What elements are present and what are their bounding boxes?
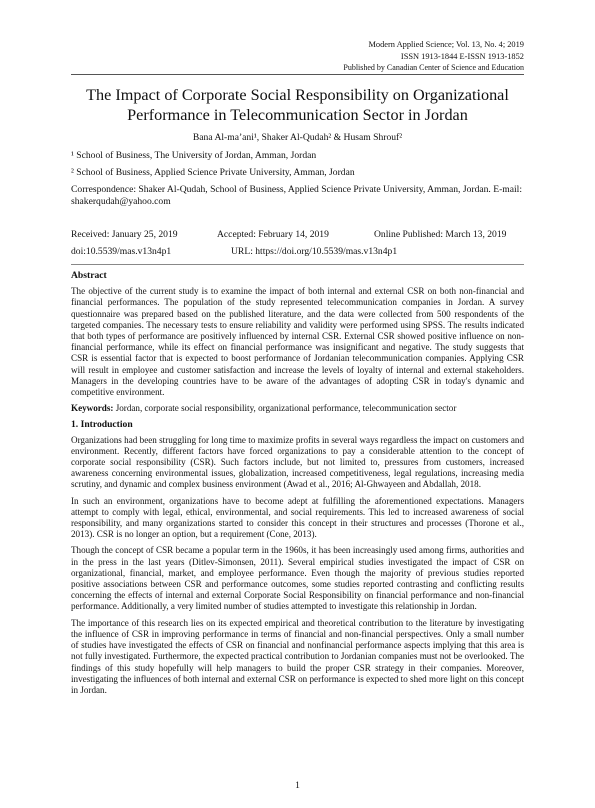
introduction-heading: 1. Introduction bbox=[71, 419, 133, 431]
affiliation-2: ² School of Business, Applied Science Private University, Amman, Jordan bbox=[71, 167, 355, 178]
paper-title bbox=[71, 85, 524, 125]
title-line-2: Performance in Telecommunication Sector in Jordan bbox=[127, 106, 468, 124]
online-date: Online Published: March 13, 2019 bbox=[374, 229, 507, 240]
abstract-heading: Abstract bbox=[71, 270, 107, 281]
accepted-date: Accepted: February 14, 2019 bbox=[217, 229, 329, 240]
received-date: Received: January 25, 2019 bbox=[71, 229, 178, 240]
keywords bbox=[71, 403, 524, 414]
abstract-divider bbox=[71, 264, 524, 265]
keywords-label: Keywords: bbox=[71, 403, 114, 414]
intro-paragraph-3: Though the concept of CSR became a popular term in the 1960s, it has been increasingly used among firms, authorities and in the press in the last years (Ditlev-Simonsen, 2011). Several empirical studies investigated the impact of CSR on organizational, financial, market, and employee performance. Even though the majority of previous studies reported positive associations between CSR and performance outcomes, some studies reported contrasting and conflicting results concerning the effects of internal and external Corporate Social Responsibility on financial performance and non-financial performance. Additionally, a very limited number of studies attempted to investigate this relationship in Jordan. bbox=[71, 545, 524, 612]
author-list: Bana Al-ma’ani¹, Shaker Al-Qudah² & Husam Shrouf² bbox=[192, 132, 403, 143]
header-rule bbox=[71, 74, 524, 75]
keywords-text: Jordan, corporate social responsibility, organizational performance, telecommunication sector bbox=[115, 403, 457, 414]
publisher-line: Published by Canadian Center of Science and Education bbox=[343, 63, 524, 72]
article-body bbox=[71, 270, 524, 701]
abstract-text: The objective of the current study is to examine the impact of both internal and external CSR on both non-financial and financial performances. The population of the study represented telecommunication companies in Jordan. A survey questionnaire was prepared based on the published literature, and the data were collected from 500 respondents of the targeted companies. The necessary tests to ensure reliability and validity were performed using SPSS. The results indicated that both types of performance are positively influenced by internal CSR. External CSR showed positive influence on non-financial performance, while its effect on financial performance was insignificant and negative. The study suggests that CSR is essential factor that is expected to boost performance of Jordanian telecommunication companies. Applying CSR will result in employee and customer satisfaction and increase the levels of loyalty of internal and external stakeholders. Managers in the developing countries have to be aware of the advantages of adopting CSR in today's dynamic and competitive environment. bbox=[71, 286, 524, 398]
journal-citation: Modern Applied Science; Vol. 13, No. 4; 2019 bbox=[368, 40, 524, 49]
intro-paragraph-4: The importance of this research lies on its expected empirical and theoretical contribution to the literature by investigating the influence of CSR in improving performance in terms of financial and non-financial perspectives. Only a small number of studies have investigated the effects of CSR on financial and nonfinancial performance aspects implying that this area is not fully investigated. Furthermore, the expected practical contribution to Jordanian companies must not be overlooked. The findings of this study hopefully will help managers to build the proper CSR strategy in their companies. Moreover, investigating the influences of both internal and external CSR on performance is expected to shed more light on this concept in Jordan. bbox=[71, 617, 524, 695]
intro-paragraph-1: Organizations had been struggling for long time to maximize profits in several ways regardless the impact on customers and environment. Recently, different factors have forced organizations to pay a considerable attention to the concept of corporate social responsibility (CSR). Such factors include, but not limited to, pressures from customers, increased awareness concerning environmental issues, globalization, increased competitiveness, legal regulations, increasing media scrutiny, and dynamic and complex business environment (Awad et al., 2016; Al-Ghwayeen and Abdallah, 2018. bbox=[71, 434, 524, 490]
issn-line: ISSN 1913-1844 E-ISSN 1913-1852 bbox=[400, 51, 524, 61]
journal-header bbox=[343, 39, 524, 74]
page-number: 1 bbox=[295, 781, 300, 791]
correspondence: Correspondence: Shaker Al-Qudah, School of Business, Applied Science Private University, Amman, Jordan. E-mail: shakerqudah@yahoo.com bbox=[71, 184, 522, 207]
title-line-1: The Impact of Corporate Social Responsibility on Organizational bbox=[86, 86, 509, 104]
intro-paragraph-2: In such an environment, organizations have to become adept at fulfilling the aforementioned expectations. Managers attempt to comply with legal, ethical, environmental, and social requirements. This led to increased awareness of social responsibility, and many organizations started to consider this concept in their structures and processes (Thorone et al., 2013). CSR is no longer an option, but a requirement (Cone, 2013). bbox=[71, 495, 524, 540]
doi-link[interactable]: doi:10.5539/mas.v13n4p1 bbox=[71, 246, 172, 257]
url-link[interactable]: URL: https://doi.org/10.5539/mas.v13n4p1 bbox=[231, 246, 398, 257]
publication-dates bbox=[71, 226, 524, 260]
affiliation-1: ¹ School of Business, The University of Jordan, Amman, Jordan bbox=[71, 150, 317, 161]
